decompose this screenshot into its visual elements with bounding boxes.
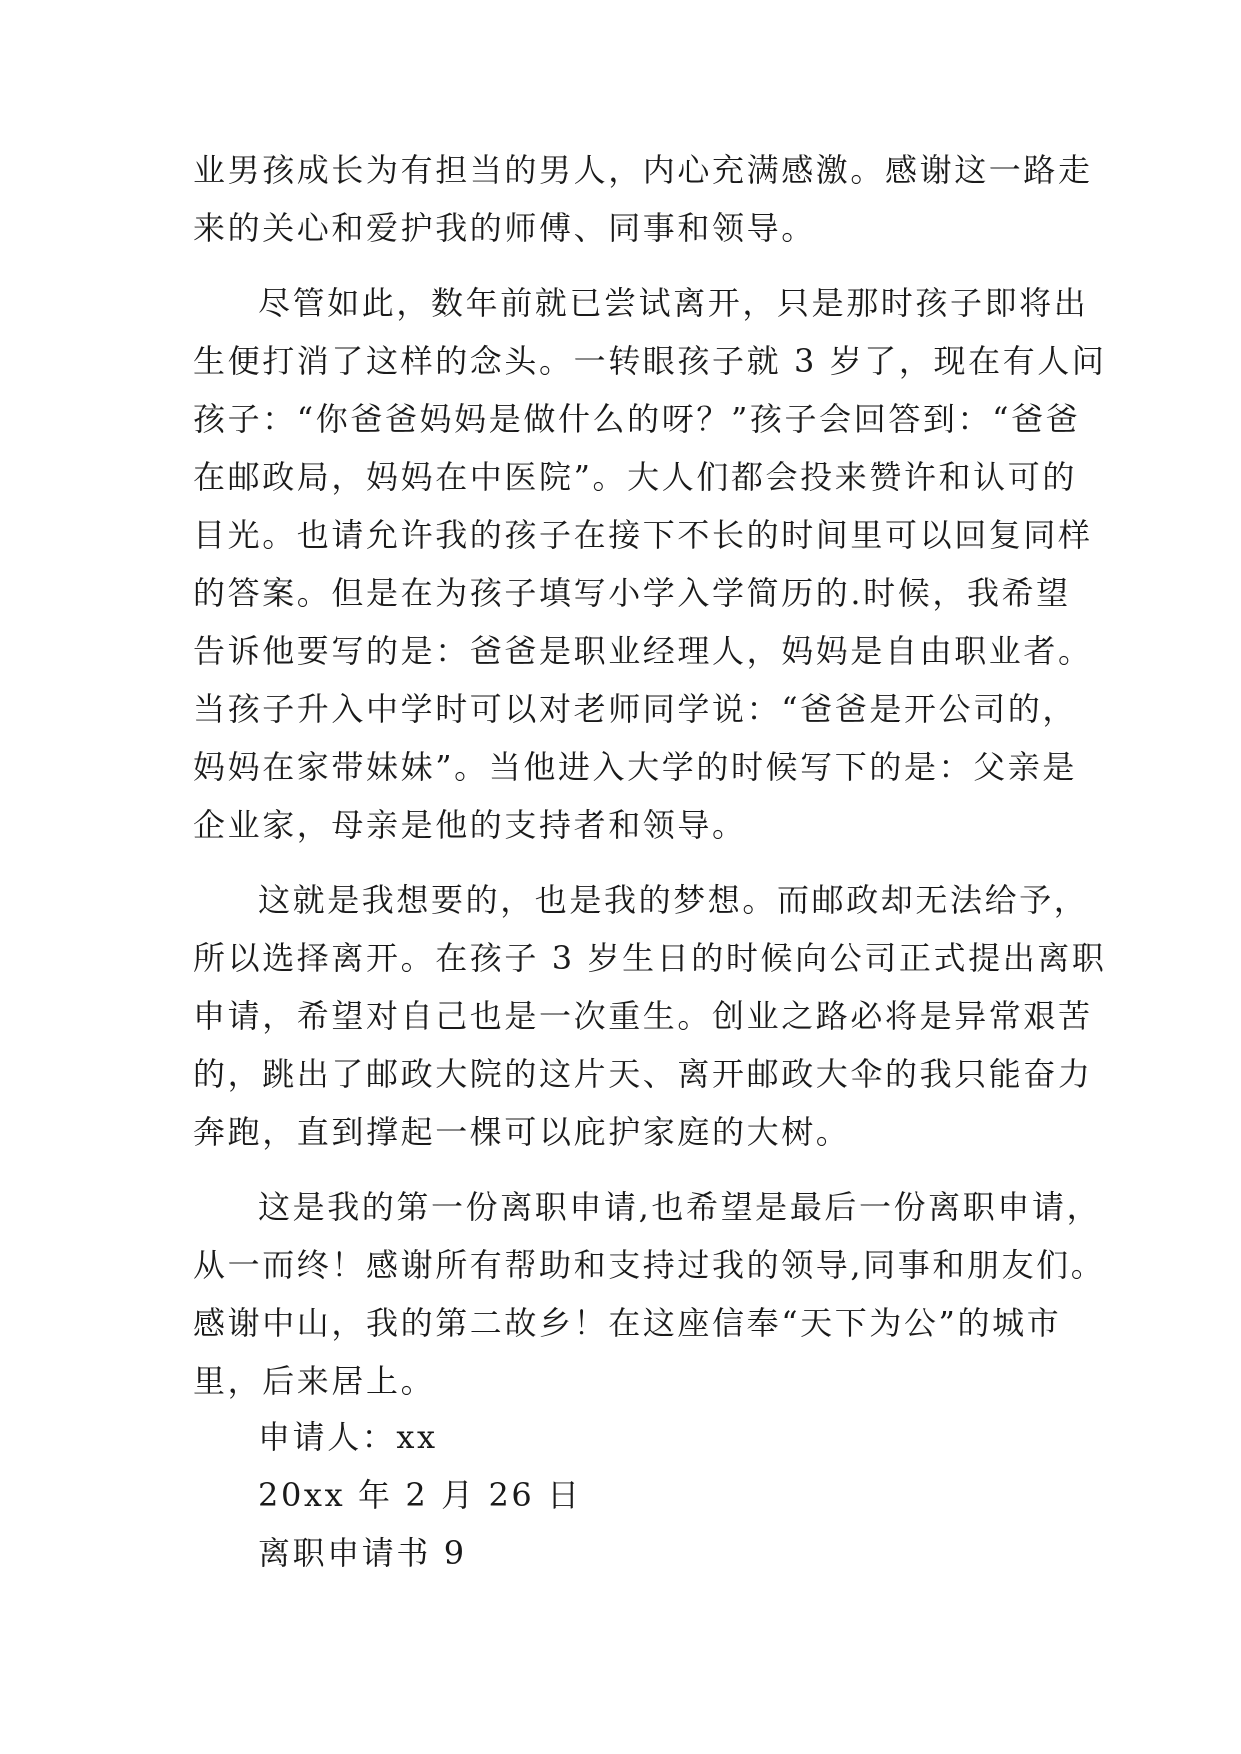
text-line: 孩子：“你爸爸妈妈是做什么的呀？”孩子会回答到：“爸爸 bbox=[193, 400, 1081, 438]
next-section-heading: 离职申请书 9 bbox=[258, 1534, 467, 1572]
text-line: 目光。也请允许我的孩子在接下不长的时间里可以回复同样 bbox=[193, 516, 1093, 554]
text-line: 来的关心和爱护我的师傅、同事和领导。 bbox=[193, 209, 816, 247]
text-line: 里，后来居上。 bbox=[193, 1362, 436, 1400]
paragraph-start-line: 尽管如此，数年前就已尝试离开，只是那时孩子即将出 bbox=[258, 284, 1089, 322]
text-line: 企业家，母亲是他的支持者和领导。 bbox=[193, 806, 747, 844]
application-date: 20xx 年 2 月 26 日 bbox=[258, 1476, 582, 1514]
text-line: 生便打消了这样的念头。一转眼孩子就 3 岁了，现在有人问 bbox=[193, 342, 1107, 380]
text-line: 从一而终！感谢所有帮助和支持过我的领导,同事和朋友们。 bbox=[193, 1246, 1106, 1284]
text-line: 的，跳出了邮政大院的这片天、离开邮政大伞的我只能奋力 bbox=[193, 1055, 1093, 1093]
text-line: 妈妈在家带妹妹”。当他进入大学的时候写下的是：父亲是 bbox=[193, 748, 1077, 786]
text-line: 申请，希望对自己也是一次重生。创业之路必将是异常艰苦 bbox=[193, 997, 1093, 1035]
text-line: 当孩子升入中学时可以对老师同学说：“爸爸是开公司的， bbox=[193, 690, 1077, 728]
applicant-signature: 申请人：xx bbox=[258, 1418, 438, 1456]
text-line: 所以选择离开。在孩子 3 岁生日的时候向公司正式提出离职 bbox=[193, 939, 1107, 977]
text-line: 感谢中山，我的第二故乡！在这座信奉“天下为公”的城市 bbox=[193, 1304, 1062, 1342]
text-line: 告诉他要写的是：爸爸是职业经理人，妈妈是自由职业者。 bbox=[193, 632, 1093, 670]
text-line: 业男孩成长为有担当的男人，内心充满感激。感谢这一路走 bbox=[193, 151, 1093, 189]
text-line: 在邮政局，妈妈在中医院”。大人们都会投来赞许和认可的 bbox=[193, 458, 1077, 496]
text-line: 的答案。但是在为孩子填写小学入学简历的.时候，我希望 bbox=[193, 574, 1071, 612]
paragraph-start-line: 这是我的第一份离职申请,也希望是最后一份离职申请， bbox=[258, 1188, 1102, 1226]
text-line: 奔跑，直到撑起一棵可以庇护家庭的大树。 bbox=[193, 1113, 851, 1151]
paragraph-start-line: 这就是我想要的，也是我的梦想。而邮政却无法给予， bbox=[258, 881, 1089, 919]
